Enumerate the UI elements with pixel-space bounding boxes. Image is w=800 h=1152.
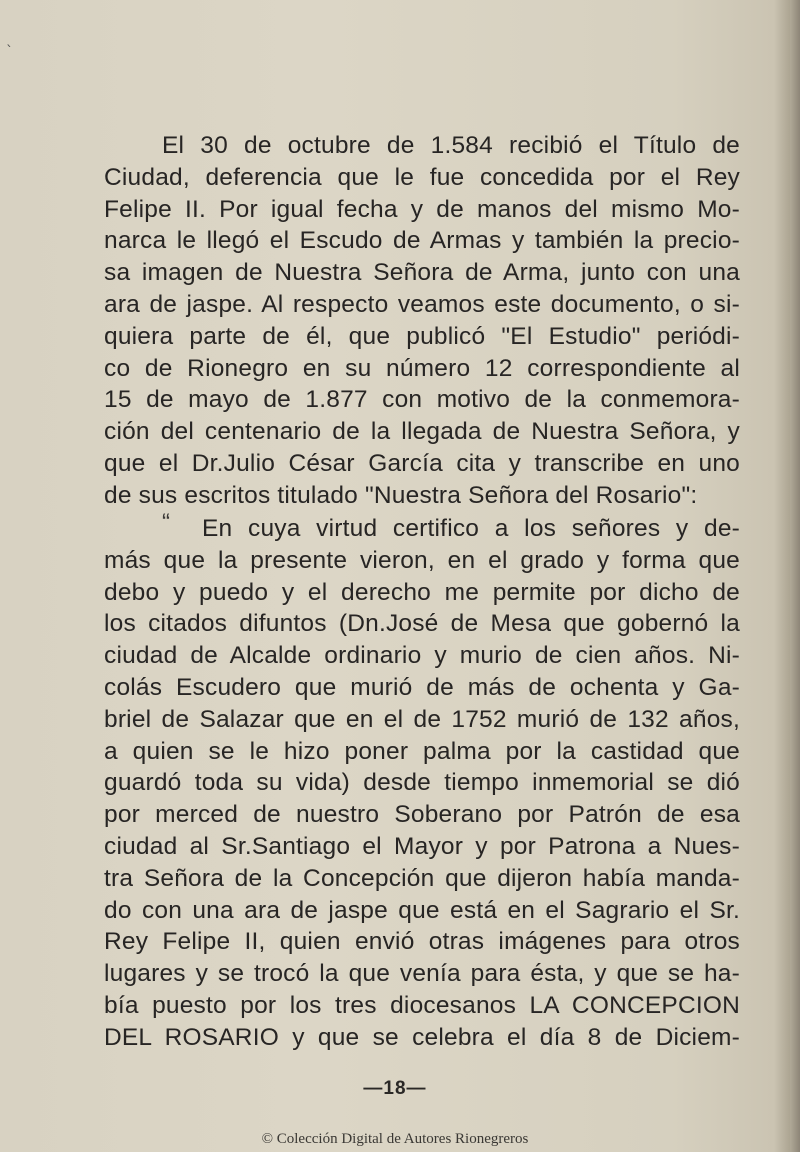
text-line: sa imagen de Nuestra Señora de Arma, junto con una [104, 259, 740, 287]
text-line: ara de jaspe. Al respecto veamos este documento, o si- [104, 290, 740, 318]
text-line: co de Rionegro en su número 12 correspondiente al [104, 354, 740, 382]
text-line: DEL ROSARIO y que se celebra el día 8 de Diciem- [104, 1023, 740, 1051]
text-line: tra Señora de la Concepción que dijeron había manda- [104, 864, 740, 892]
stray-mark: ` [6, 44, 13, 60]
text-line: Felipe II. Por igual fecha y de manos del mismo Mo- [104, 195, 740, 223]
text-line: los citados difuntos (Dn.José de Mesa que gobernó la [104, 610, 740, 638]
opening-quote-mark: “ [162, 509, 171, 536]
text-line: briel de Salazar que en el de 1752 murió de 132 años, [104, 705, 740, 733]
page-number: —18— [363, 1078, 427, 1099]
text-line: Ciudad, deferencia que le fue concedida por el Rey [104, 163, 740, 191]
text-line: guardó toda su vida) desde tiempo inmemorial se dió [104, 769, 740, 797]
text-line: por merced de nuestro Soberano por Patrón de esa [104, 801, 740, 829]
text-line: ción del centenario de la llegada de Nuestra Señora, y [104, 418, 740, 446]
text-line [104, 509, 740, 545]
text-line: ciudad de Alcalde ordinario y murio de cien años. Ni- [104, 642, 740, 670]
text-line: más que la presente vieron, en el grado y forma que [104, 546, 740, 574]
text-line: narca le llegó el Escudo de Armas y también la precio- [104, 227, 740, 255]
text-line-content: En cuya virtud certifico a los señores y de- [202, 515, 740, 542]
text-line: colás Escudero que murió de más de ochenta y Ga- [104, 673, 740, 701]
text-line: que el Dr.Julio César García cita y transcribe en uno [104, 449, 740, 477]
paragraph-2-quotation [104, 509, 740, 1054]
text-line: ciudad al Sr.Santiago el Mayor y por Patrona a Nues- [104, 832, 740, 860]
text-line: 15 de mayo de 1.877 con motivo de la conmemora- [104, 386, 740, 414]
page-edge-shadow [774, 0, 800, 1152]
copyright-footer: © Colección Digital de Autores Rionegreros [261, 1131, 529, 1147]
text-line: lugares y se trocó la que venía para ésta, y que se ha- [104, 960, 740, 988]
paragraph-1 [104, 130, 740, 512]
text-line: quiera parte de él, que publicó "El Estudio" periódi- [104, 322, 740, 350]
text-line: Rey Felipe II, quien envió otras imágenes para otros [104, 928, 740, 956]
text-line: El 30 de octubre de 1.584 recibió el Título de [162, 132, 740, 159]
text-line: do con una ara de jaspe que está en el Sagrario el Sr. [104, 896, 740, 924]
text-line: debo y puedo y el derecho me permite por dicho de [104, 578, 740, 606]
text-line: a quien se le hizo poner palma por la castidad que [104, 737, 740, 765]
text-line: bía puesto por los tres diocesanos LA CONCEPCION [104, 991, 740, 1019]
text-line: de sus escritos titulado "Nuestra Señora del Rosario": [104, 481, 698, 509]
